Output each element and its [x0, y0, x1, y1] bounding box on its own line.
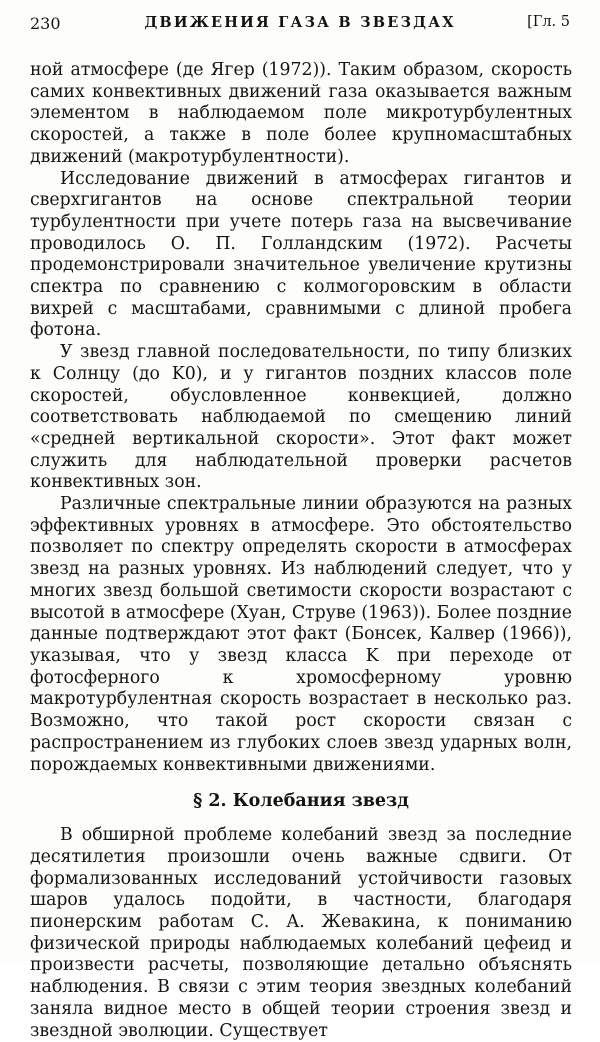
chapter-marker: [Гл. 5: [527, 14, 570, 30]
paragraph: Исследование движений в атмосферах гигантов и сверхгигантов на основе спектральной теории турбулентности при учете потерь газа на высвечивание проводилось О. П. Голландским (1972). Расчеты продемонстрировали значительное увеличение крутизны спектра по сравнению с колмогоровским в области вихрей с масштабами, сравнимыми с длиной пробега фотона.: [30, 168, 572, 341]
paragraph: У звезд главной последовательности, по типу близких к Солнцу (до K0), и у гигантов поздних классов поле скоростей, обусловленное конвекцией, должно соответствовать наблюдаемой по смещению линий «средней вертикальной скорости». Этот факт может служить для наблюдательной проверки расчетов конвективных зон.: [30, 342, 572, 493]
running-header: [30, 14, 570, 38]
section-heading: § 2. Колебания звезд: [193, 791, 409, 812]
paragraph-continued: ной атмосфере (де Ягер (1972)). Таким образом, скорость самих конвективных движений газа оказывается важным элементом в наблюдаемом поле микротурбулентных скоростей, а также в поле более крупномасштабных движений (макротурбулентности).: [30, 60, 572, 167]
paragraph: Различные спектральные линии образуются на разных эффективных уровнях в атмосфере. Это обстоятельство позволяет по спектру определять скорости в атмосферах звезд на разных уровнях. Из наблюдений следует, что у многих звезд большой светимости скорости возрастают с высотой в атмосфере (Хуан, Струве (1963)). Более поздние данные подтверждают этот факт (Бонсек, Калвер (1966)), указывая, что у звезд класса K при переходе от фотосферного к хромосферному уровню макротурбулентная скорость возрастает в несколько раз. Возможно, что такой рост скорости связан с распространением из глубоких слоев звезд ударных волн, порождаемых конвективными движениями.: [30, 494, 572, 775]
paragraph: В обширной проблеме колебаний звезд за последние десятилетия произошли очень важные сдвиги. От формализованных исследований устойчивости газовых шаров удалось подойти, в частности, благодаря пионерским работам С. А. Жевакина, к пониманию физической природы наблюдаемых колебаний цефеид и произвести расчеты, позволяющие детально объяснять наблюдения. В связи с этим теория звездных колебаний заняла видное место в общей теории строения звезд и звездной эволюции. Существует: [30, 825, 572, 1041]
page-number: 230: [30, 14, 61, 33]
running-title: ДВИЖЕНИЯ ГАЗА В ЗВЕЗДАХ: [144, 14, 456, 31]
body-text: [30, 60, 572, 1042]
